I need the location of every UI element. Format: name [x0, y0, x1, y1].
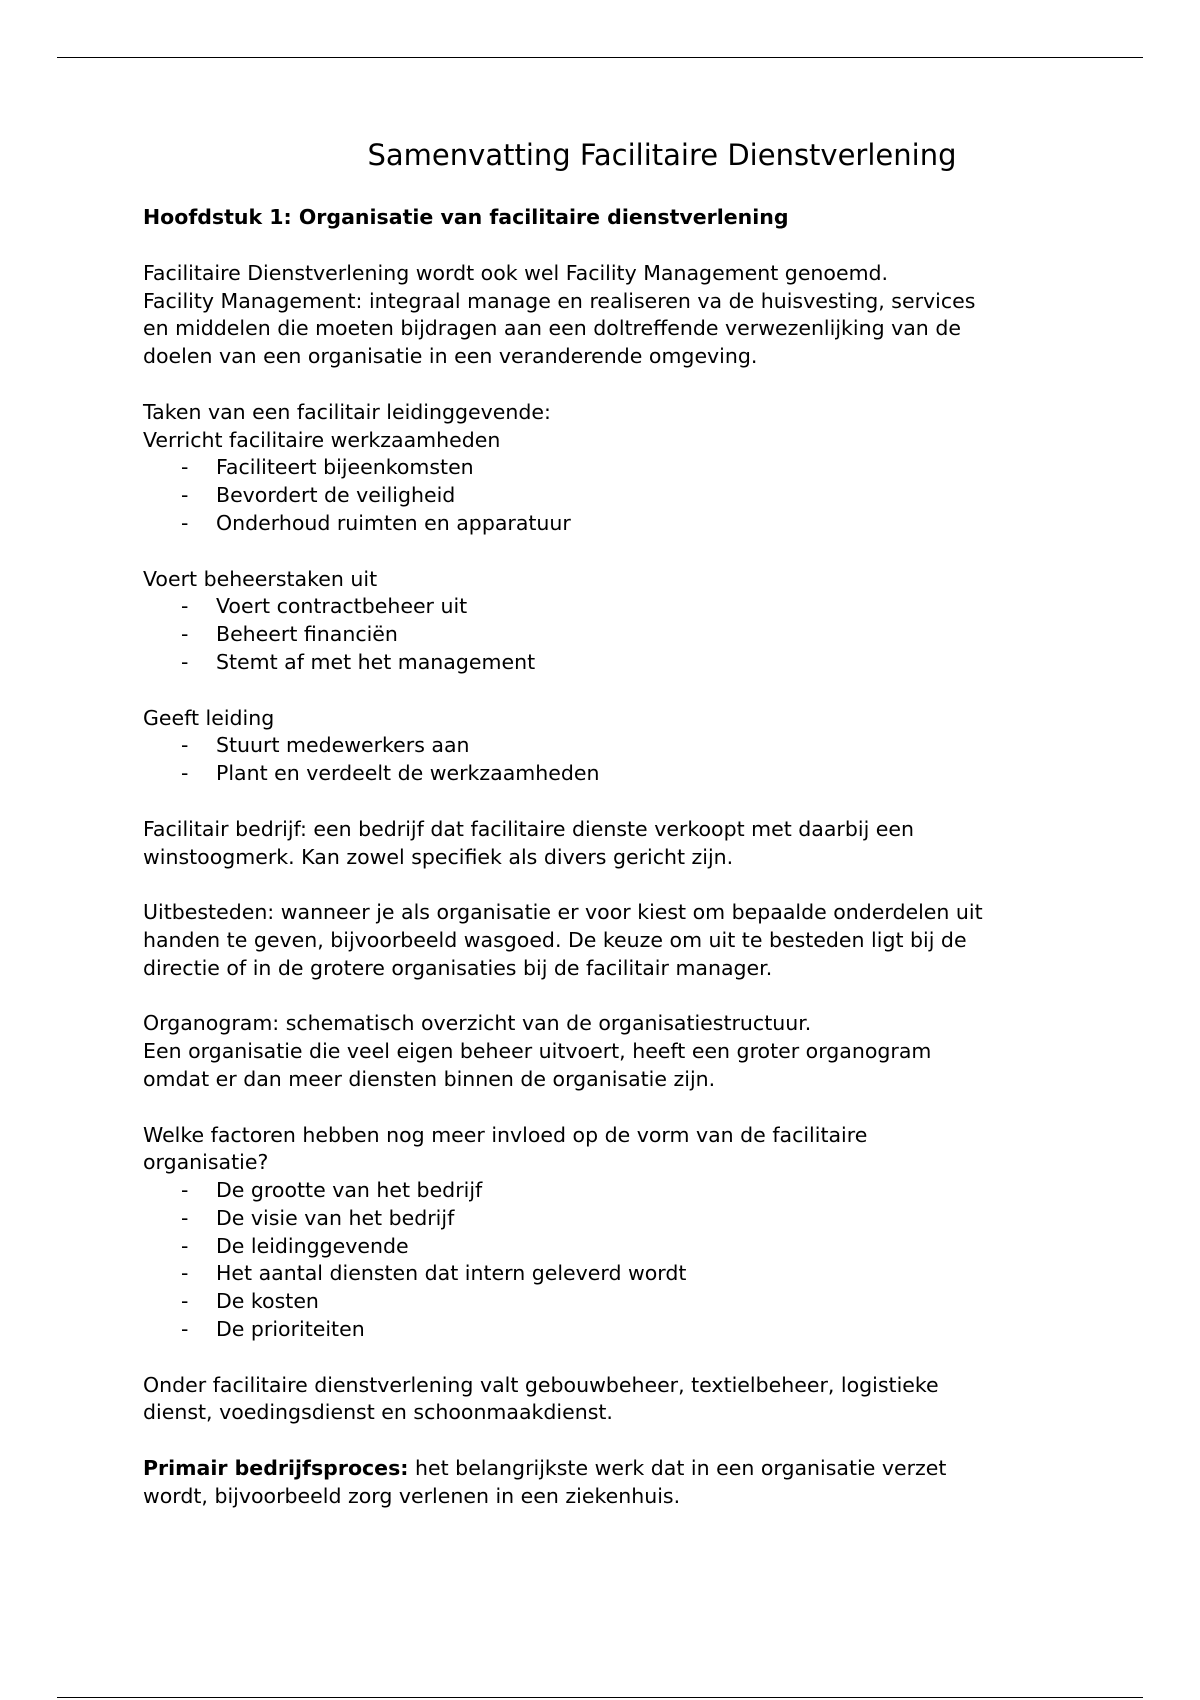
list-item-text: De visie van het bedrijf [216, 1205, 455, 1230]
list-item-text: Beheert financiën [216, 622, 398, 647]
text-line: Facilitaire Dienstverlening wordt ook wel Facility Management genoemd. [143, 260, 889, 285]
dash-bullet-icon: - [181, 594, 189, 619]
task-group-label: Geeft leiding [143, 705, 275, 730]
list-item-text: Plant en verdeelt de werkzaamheden [216, 761, 600, 786]
factors-list [143, 1177, 1063, 1344]
list-item [143, 593, 1063, 621]
list-item [143, 1260, 1063, 1288]
definition-text: het belangrijkste werk dat in een organisatie verzet [408, 1456, 947, 1481]
text-line: organisatie? [143, 1150, 269, 1175]
dash-bullet-icon: - [181, 622, 189, 647]
text-line: Uitbesteden: wanneer je als organisatie er voor kiest om bepaalde onderdelen uit [143, 900, 983, 925]
list-item [143, 1205, 1063, 1233]
task-group-label: Voert beheerstaken uit [143, 566, 378, 591]
list-item-text: Bevordert de veiligheid [216, 483, 456, 508]
list-item-text: De grootte van het bedrijf [216, 1178, 483, 1203]
text-line: Facilitair bedrijf: een bedrijf dat facilitaire dienste verkoopt met daarbij een [143, 816, 914, 841]
text-line: dienst, voedingsdienst en schoonmaakdienst. [143, 1400, 613, 1425]
page-title: Samenvatting Facilitaire Dienstverlening [367, 138, 957, 172]
factors-question [143, 1122, 1063, 1178]
dash-bullet-icon: - [181, 1205, 189, 1230]
chapter-heading: Hoofdstuk 1: Organisatie van facilitaire dienstverlening [143, 205, 789, 229]
list-item-text: De leidinggevende [216, 1233, 409, 1258]
list-item-text: Stuurt medewerkers aan [216, 733, 470, 758]
text-line: directie of in de grotere organisaties bij de facilitair manager. [143, 955, 773, 980]
uitbesteden-paragraph [143, 899, 1063, 982]
text-line: Een organisatie die veel eigen beheer uitvoert, heeft een groter organogram [143, 1039, 932, 1064]
bottom-rule [57, 1697, 1143, 1698]
dash-bullet-icon: - [181, 510, 189, 535]
text-line: handen te geven, bijvoorbeeld wasgoed. De keuze om uit te besteden ligt bij de [143, 927, 967, 952]
list-item [143, 732, 1063, 760]
dash-bullet-icon: - [181, 1261, 189, 1286]
term-primair-bedrijfsproces: Primair bedrijfsproces: [143, 1456, 409, 1481]
top-rule [57, 57, 1143, 58]
list-item [143, 482, 1063, 510]
dash-bullet-icon: - [181, 455, 189, 480]
list-item [143, 454, 1063, 482]
task-list [143, 593, 1063, 676]
list-item-text: Stemt af met het management [216, 649, 536, 674]
text-line: Facility Management: integraal manage en realiseren va de huisvesting, services [143, 288, 976, 313]
list-item [143, 1177, 1063, 1205]
list-item-text: Faciliteert bijeenkomsten [216, 455, 474, 480]
task-group-label: Verricht facilitaire werkzaamheden [143, 427, 501, 452]
primair-paragraph [143, 1455, 1063, 1511]
list-item-text: De kosten [216, 1289, 319, 1314]
onder-paragraph [143, 1372, 1063, 1428]
dash-bullet-icon: - [181, 1233, 189, 1258]
dash-bullet-icon: - [181, 1317, 189, 1342]
list-item [143, 1316, 1063, 1344]
text-line: omdat er dan meer diensten binnen de organisatie zijn. [143, 1066, 716, 1091]
dash-bullet-icon: - [181, 733, 189, 758]
dash-bullet-icon: - [181, 1178, 189, 1203]
list-item [143, 621, 1063, 649]
list-item-text: De prioriteiten [216, 1317, 365, 1342]
list-item-text: Onderhoud ruimten en apparatuur [216, 510, 571, 535]
list-item [143, 1288, 1063, 1316]
facilitair-bedrijf-paragraph [143, 816, 1063, 872]
text-line [143, 1455, 1063, 1483]
text-line: Welke factoren hebben nog meer invloed op de vorm van de facilitaire [143, 1122, 868, 1147]
tasks-heading: Taken van een facilitair leidinggevende: [143, 399, 551, 424]
dash-bullet-icon: - [181, 649, 189, 674]
document-body [143, 204, 1063, 1511]
dash-bullet-icon: - [181, 483, 189, 508]
organogram-paragraph [143, 1010, 1063, 1093]
task-list [143, 454, 1063, 537]
text-line: winstoogmerk. Kan zowel specifiek als divers gericht zijn. [143, 844, 734, 869]
list-item [143, 760, 1063, 788]
text-line: Onder facilitaire dienstverlening valt gebouwbeheer, textielbeheer, logistieke [143, 1372, 939, 1397]
intro-paragraph [143, 260, 1063, 371]
text-line: en middelen die moeten bijdragen aan een doltreffende verwezenlijking van de [143, 316, 961, 341]
list-item [143, 510, 1063, 538]
text-line: wordt, bijvoorbeeld zorg verlenen in een ziekenhuis. [143, 1483, 681, 1508]
text-line: Organogram: schematisch overzicht van de organisatiestructuur. [143, 1011, 812, 1036]
dash-bullet-icon: - [181, 1289, 189, 1314]
list-item-text: Voert contractbeheer uit [216, 594, 468, 619]
list-item [143, 1233, 1063, 1261]
dash-bullet-icon: - [181, 761, 189, 786]
list-item [143, 649, 1063, 677]
text-line: doelen van een organisatie in een veranderende omgeving. [143, 344, 758, 369]
task-list [143, 732, 1063, 788]
list-item-text: Het aantal diensten dat intern geleverd wordt [216, 1261, 687, 1286]
